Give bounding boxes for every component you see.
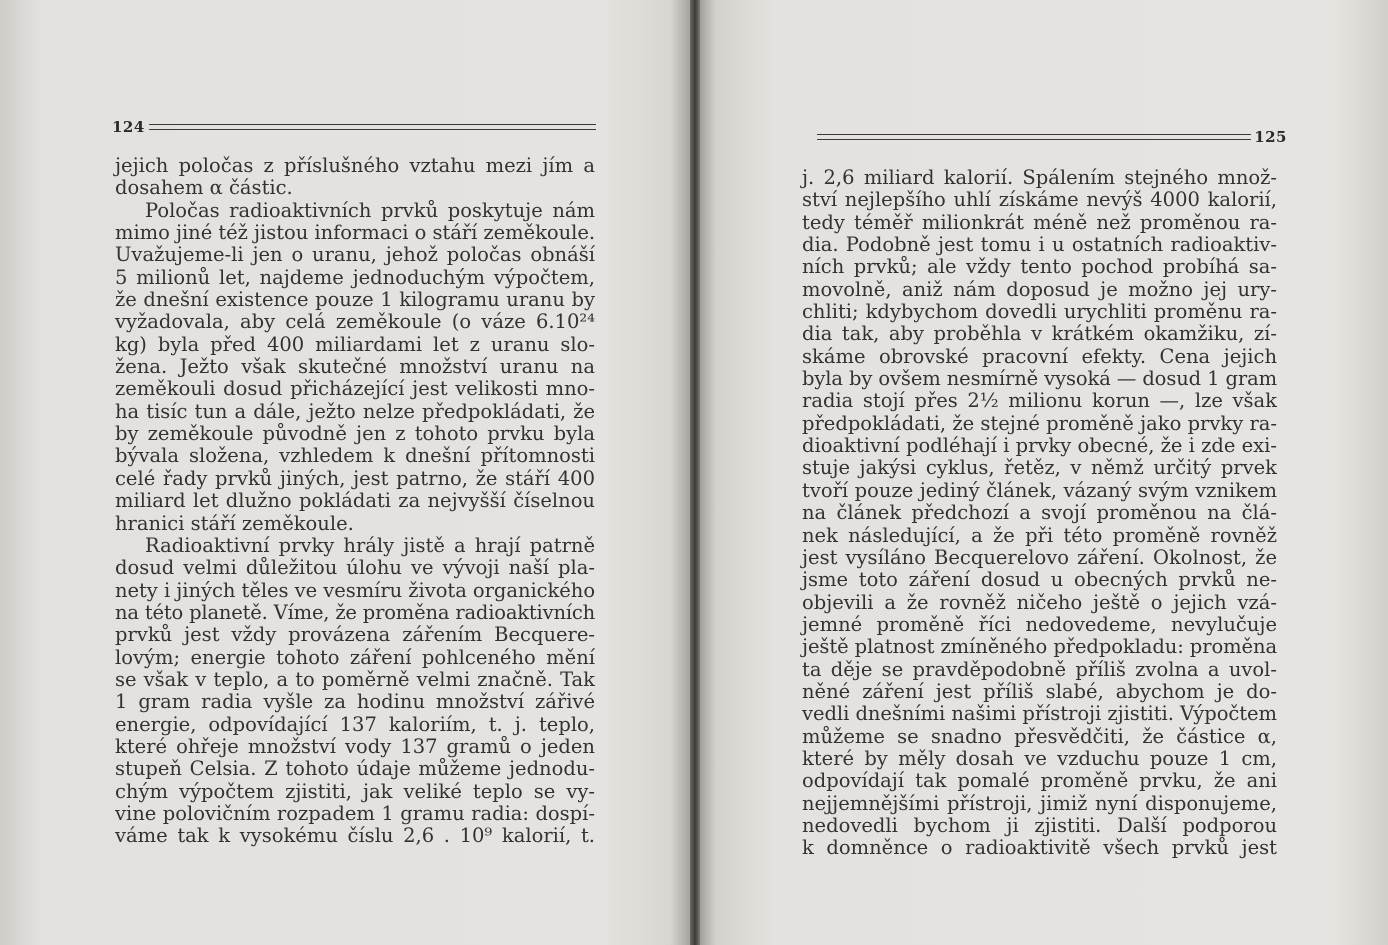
text-line: dioaktivní podléhají i prvky obecné, že i zde exi- [802,434,1277,458]
text-line: mimo jiné též jistou informaci o stáří zeměkoule. [115,221,595,245]
text-line: hranici stáří zeměkoule. [115,511,354,535]
text-line: by zeměkoule původně jen z tohoto prvku byla [115,422,595,446]
text-line: movolně, aniž nám doposud je možno jej ury- [802,277,1277,301]
text-line: bývala složena, vzhledem k dnešní přítomnosti [115,444,595,468]
text-line: chliti; kdybychom dovedli urychliti proměnu ra- [802,300,1277,324]
header-rule-left [149,124,596,130]
text-line: Radioaktivní prvky hrály jistě a hrají patrně [145,533,595,557]
text-line: radia stojí přes 2½ milionu korun —, lze však [802,389,1277,413]
text-line: 5 milionů let, najdeme jednoduchým výpočtem, [115,265,595,289]
text-line: tvoří pouze jediný článek, vázaný svým vznikem [802,478,1277,502]
page-number-left: 124 [112,118,145,136]
text-line: ství nejlepšího uhlí získáme nevýš 4000 kalorií, [802,188,1277,212]
book-gutter [690,0,700,945]
text-line: na článek předchozí a svojí proměnou na člá- [802,501,1277,525]
text-line: vyžadovala, aby celá zeměkoule (o váze 6.10²⁴ [115,310,595,334]
text-line: jemné proměně říci nedovedeme, nevylučuje [802,612,1277,636]
text-line: dia tak, aby proběhla v krátkém okamžiku, zí- [802,322,1277,346]
text-line: energie, odpovídající 137 kaloriím, t. j. teplo, [115,712,595,736]
text-line: váme tak k vysokému číslu 2,6 . 10⁹ kalorií, t. [115,824,595,848]
text-line: j. 2,6 miliard kalorií. Spálením stejného množ- [802,166,1277,189]
text-line: lovým; energie tohoto záření pohlceného mění [115,645,595,669]
text-line: dosahem α částic. [115,176,293,200]
text-line: které ohřeje množství vody 137 gramů o jeden [115,734,595,758]
text-line: na této planetě. Víme, že proměna radioaktivních [115,600,595,624]
text-line: Poločas radioaktivních prvků poskytuje nám [145,198,595,222]
text-line: něné záření jest příliš slabé, abychom je do- [802,679,1277,703]
text-line: předpokládati, že stejné proměně jako prvky ra- [802,411,1277,435]
text-line: jsme toto záření dosud u obecných prvků ne- [802,568,1277,592]
text-line: dia. Podobně jest tomu i u ostatních radioaktiv- [802,233,1277,257]
text-line: skáme obrovské pracovní efekty. Cena jejich [802,344,1277,368]
text-line: odpovídají tak pomalé proměně prvku, že ani [802,769,1277,793]
text-line: nedovedli bychom ji zjistiti. Další podporou [802,813,1277,837]
text-line: kg) byla před 400 miliardami let z uranu slo- [115,332,595,356]
text-line: se však v teplo, a to poměrně velmi značně. Tak [115,667,595,691]
text-line: nejjemnějšími přístroji, jimiž nyní disponujeme, [802,791,1277,815]
text-line: byla by ovšem nesmírně vysoká — dosud 1 gram [802,367,1277,391]
text-line: které by měly dosah ve vzduchu pouze 1 cm, [802,746,1277,770]
left-page-body [115,155,595,848]
text-line: že dnešní existence pouze 1 kilogramu uranu by [115,288,595,312]
text-line: stupeň Celsia. Z tohoto údaje můžeme jednodu- [115,757,595,781]
text-line: prvků jest vždy provázena zářením Becquere- [115,623,595,647]
text-line: vine polovičním rozpadem 1 gramu radia: dospí- [115,801,595,825]
text-line: vedli dnešními našimi přístroji zjistiti. Výpočtem [802,702,1277,726]
text-line: jejich poločas z příslušného vztahu mezi jím a [115,154,595,177]
text-line: objevili a že rovněž ničeho ještě o jejich vzá- [802,590,1277,614]
text-line: dosud velmi důležitou úlohu ve vývoji naší pla- [115,556,595,580]
right-page-header [817,128,1287,146]
text-line: jest vysíláno Becquerelovo záření. Okolnost, že [802,545,1277,569]
text-line: ha tisíc tun a dále, ježto nelze předpokládati, že [115,399,595,423]
text-line: miliard let dlužno pokládati za nejvyšší číselnou [115,489,595,513]
text-line: stuje jakýsi cyklus, řetěz, v němž určitý prvek [802,456,1277,480]
text-line: můžeme se snadno přesvědčiti, že částice α, [802,724,1277,748]
text-line: chým výpočtem zjistiti, jak veliké teplo se vy- [115,779,595,803]
text-line: nek následující, a že při této proměně rovněž [802,523,1277,547]
right-page-body [802,167,1277,860]
text-line: Uvažujeme-li jen o uranu, jehož poločas obnáší [115,243,595,267]
text-line: ních prvků; ale vždy tento pochod probíhá sa- [802,255,1277,279]
page-number-right: 125 [1254,128,1287,146]
text-line: zeměkouli dosud přicházející jest velikosti mno- [115,377,595,401]
text-line: ještě platnost zmíněného předpokladu: proměna [802,635,1277,659]
left-page-header [112,118,596,136]
right-page [694,0,1388,945]
text-line: k domněnce o radioaktivitě všech prvků jest [802,836,1277,860]
text-line: celé řady prvků jiných, jest patrno, že stáří 400 [115,466,595,490]
text-line: tedy téměř milionkrát méně než proměnou ra- [802,210,1277,234]
header-rule-right [817,134,1251,140]
text-line: žena. Ježto však skutečné množství uranu na [115,355,595,379]
text-line: ta děje se pravděpodobně příliš zvolna a uvol- [802,657,1277,681]
text-line: nety i jiných těles ve vesmíru života organického [115,578,596,602]
text-line: 1 gram radia vyšle za hodinu množství zářivé [115,690,595,714]
